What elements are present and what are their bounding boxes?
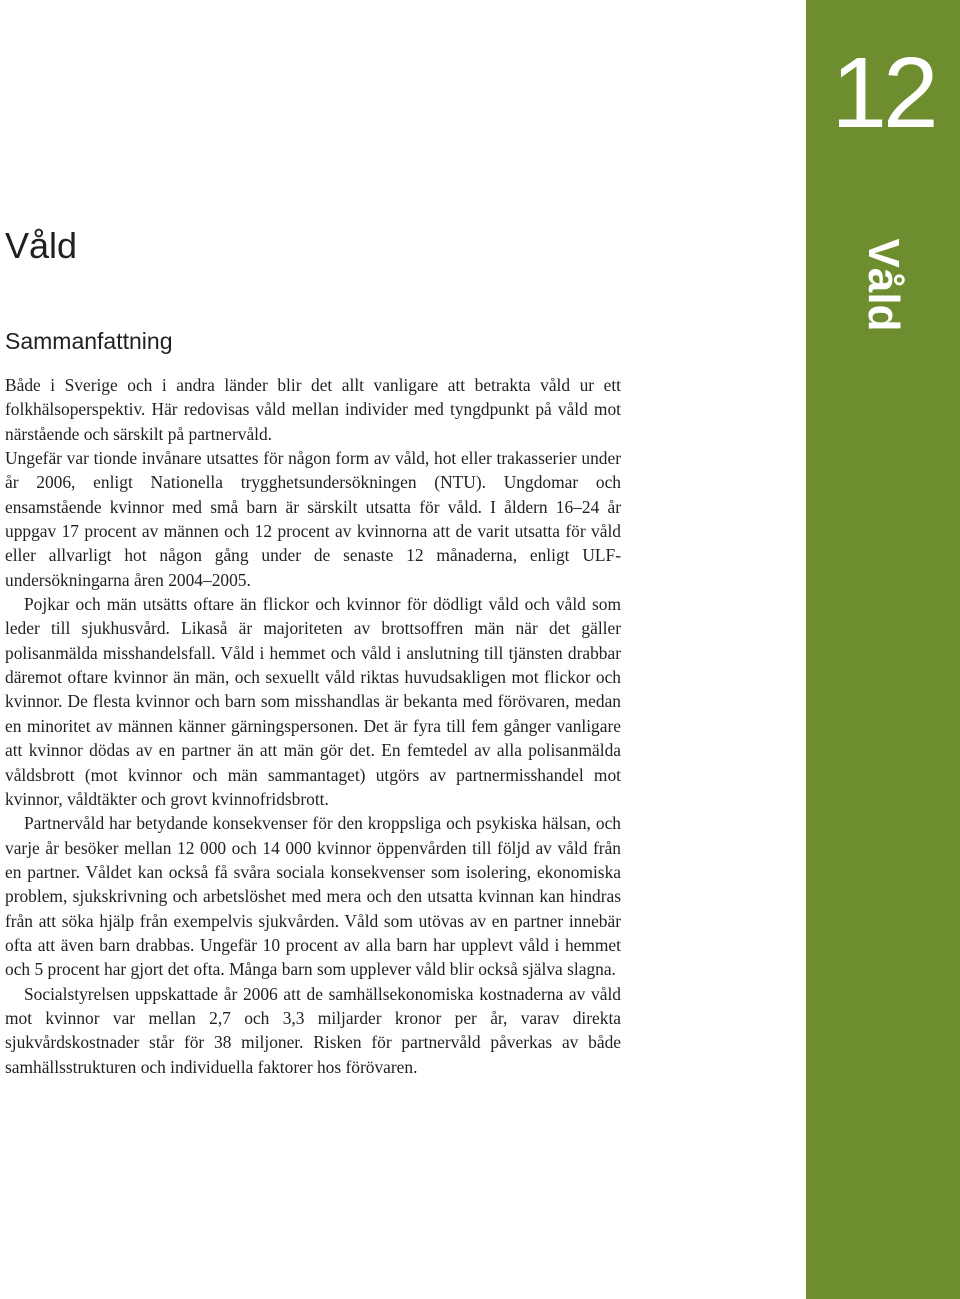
chapter-sidebar (806, 0, 960, 1299)
chapter-title-wrap (858, 230, 908, 340)
chapter-number: 12 (831, 37, 935, 149)
paragraph-prevalence: Ungefär var tionde invånare utsattes för någon form av våld, hot eller trakasserier under år 2006, enligt Nationella trygghetsundersökningen (NTU). Ungdomar och ensamstående kvinnor med små barn är särskilt utsatta för våld. I åldern 16–24 år uppgav 17 procent av männen och 12 procent av kvinnorna att de varit utsatta för våld eller allvarligt hot någon gång under de senaste 12 månaderna, enligt ULF-undersökningarna åren 2004–2005. (5, 448, 621, 590)
paragraph-intro: Både i Sverige och i andra länder blir det allt vanligare att betrakta våld ur ett folkhälsoperspektiv. Här redovisas våld mellan individer med tyngdpunkt på våld mot närstående och särskilt på partnervåld. (5, 375, 621, 444)
page-title: Våld (5, 225, 78, 266)
paragraph-gender-differences: Pojkar och män utsätts oftare än flickor och kvinnor för dödligt våld och våld som leder till sjukhusvård. Likaså är majoriteten av brottsoffren män när det gäller polisanmälda misshandelsfall. Våld i hemmet och våld i anslutning till tjänsten drabbar däremot oftare kvinnor än män, och sexuellt våld riktas huvudsakligen mot flickor och kvinnor. De flesta kvinnor och barn som misshandlas är bekanta med förövaren, medan en minoritet av männen känner gärningspersonen. Det är fyra till fem gånger vanligare att kvinnor dödas av en partner än att män gör det. En femtedel av alla polisanmälda våldsbrott (mot kvinnor och män sammantaget) utgörs av partnermisshandel mot kvinnor, våldtäkter och grovt kvinnofridsbrott. (5, 594, 621, 809)
chapter-title-vertical: Våld (859, 238, 908, 332)
paragraph-consequences: Partnervåld har betydande konsekvenser för den kroppsliga och psykiska hälsan, och varje år besöker mellan 12 000 och 14 000 kvinnor öppenvården till följd av våld från en partner. Våldet kan också få svåra sociala konsekvenser som isolering, ekonomiska problem, sjukskrivning och arbetslöshet med mera och den utsatta kvinnan kan hindras från att söka hjälp från exempelvis sjukvården. Våld som utövas av en partner innebär ofta att även barn drabbas. Ungefär 10 procent av alla barn har upplevt våld i hemmet och 5 procent har gjort det ofta. Många barn som upplever våld blir också själva slagna. (5, 813, 621, 980)
body-text (5, 373, 621, 1079)
section-title: Sammanfattning (5, 328, 173, 354)
paragraph-costs: Socialstyrelsen uppskattade år 2006 att de samhällsekonomiska kostnaderna av våld mot kvinnor var mellan 2,7 och 3,3 miljarder kronor per år, varav direkta sjukvårdskostnader står för 38 miljoner. Risken för partnervåld påverkas av både samhällsstrukturen och individuella faktorer hos förövaren. (5, 983, 621, 1077)
